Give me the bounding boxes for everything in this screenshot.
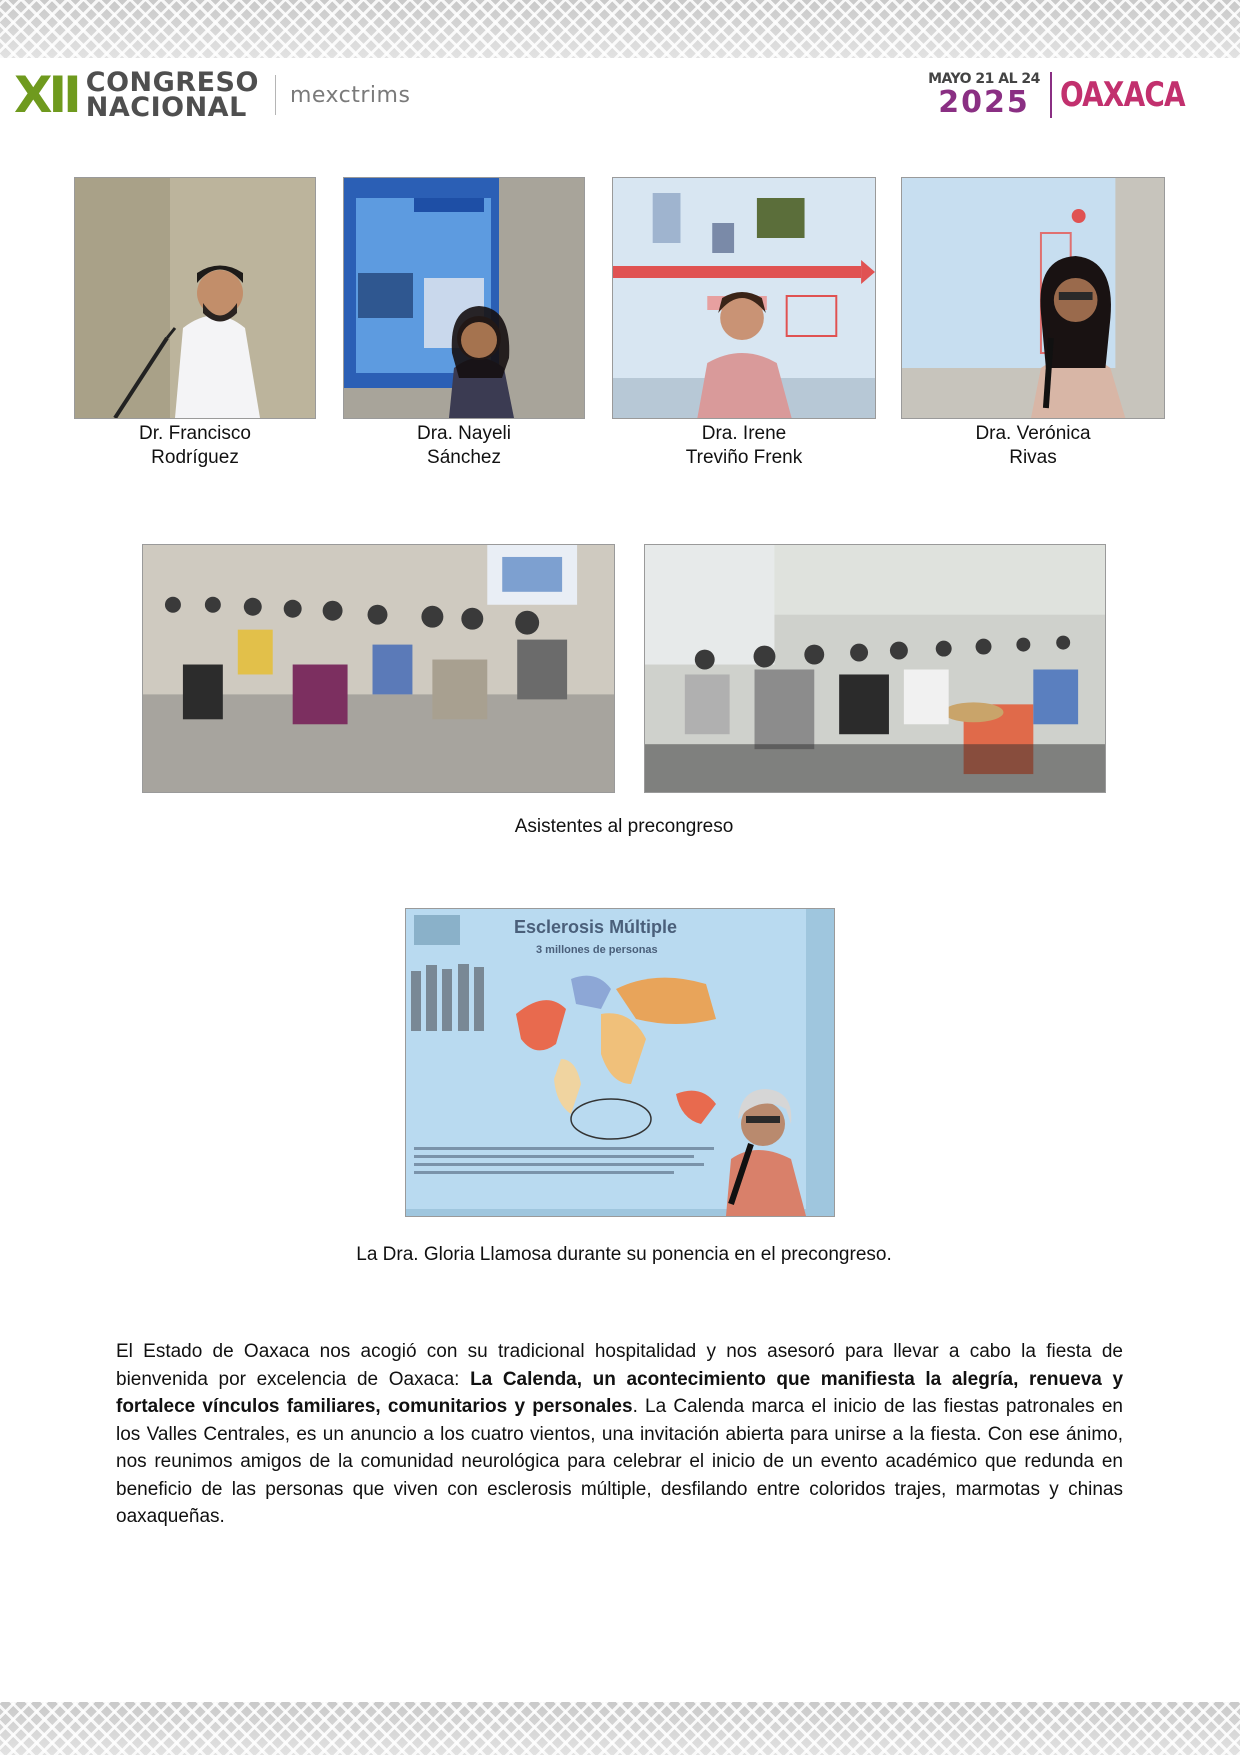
- bottom-decorative-band: [0, 1702, 1240, 1755]
- congreso-logo: [14, 66, 411, 124]
- speaker-caption-rivas: Dra. Verónica Rivas: [975, 423, 1091, 468]
- speaker-caption-sanchez: Dra. Nayeli Sánchez: [417, 423, 511, 468]
- speaker-photo-rivas: [901, 177, 1165, 419]
- congreso-word: CONGRESO: [85, 67, 259, 98]
- nacional-word: NACIONAL: [85, 92, 247, 123]
- paragraph-highlight: La Calenda, un acontecimiento que manifiesta la alegría, renueva y fortalece vínculos familiares, comunitarios y personales: [116, 1368, 1124, 1417]
- llamosa-slide-photo: [405, 908, 835, 1217]
- calenda-paragraph: [116, 1338, 1123, 1531]
- event-city: OAXACA: [1059, 75, 1185, 115]
- congreso-wordmark: [85, 67, 259, 123]
- paragraph-rest: . La Calenda marca el inicio de las fiestas patronales en los Valles Centrales, es un anuncio a los cuatro vientos, una invitación abierta para unirse a la fiesta. Con ese ánimo, nos reunimos amigos de la comunidad neurológica para celebrar el inicio de un evento académico que redunda en beneficio de las personas que viven con esclerosis múltiple, desfilando entre coloridos trajes, marmotas y chinas oaxaqueñas.: [116, 1396, 1123, 1527]
- slide-title: Esclerosis Múltiple: [514, 917, 678, 937]
- speaker-photo-rodriguez: [74, 177, 316, 419]
- event-days: MAYO 21 AL 24: [928, 71, 1040, 87]
- event-date-logo: [928, 68, 1212, 122]
- audience-caption: Asistentes al precongreso: [514, 816, 734, 837]
- event-year: 2025: [938, 85, 1030, 120]
- date-divider: [1050, 72, 1052, 118]
- top-decorative-band: [0, 0, 1240, 58]
- mexctrims-logo: mexctrims: [289, 82, 411, 108]
- roman-numeral: XII: [14, 66, 78, 124]
- speaker-photo-trevino: [612, 177, 876, 419]
- paragraph-intro: El Estado de Oaxaca nos acogió con su tradicional hospitalidad y nos asesoró para llevar a cabo la fiesta de bienvenida por excelencia de Oaxaca:: [116, 1341, 1123, 1390]
- speaker-caption-rodriguez: Dr. Francisco Rodríguez: [139, 423, 251, 468]
- logo-divider: [275, 75, 276, 115]
- slide-subtitle: 3 millones de personas: [536, 944, 658, 956]
- event-dates: [928, 72, 1040, 118]
- speaker-caption-trevino: Dra. Irene Treviño Frenk: [685, 423, 803, 468]
- llamosa-caption: La Dra. Gloria Llamosa durante su ponencia en el precongreso.: [356, 1244, 892, 1265]
- audience-photo-left: [142, 544, 615, 793]
- speaker-photo-sanchez: [343, 177, 585, 419]
- audience-photo-right: [644, 544, 1106, 793]
